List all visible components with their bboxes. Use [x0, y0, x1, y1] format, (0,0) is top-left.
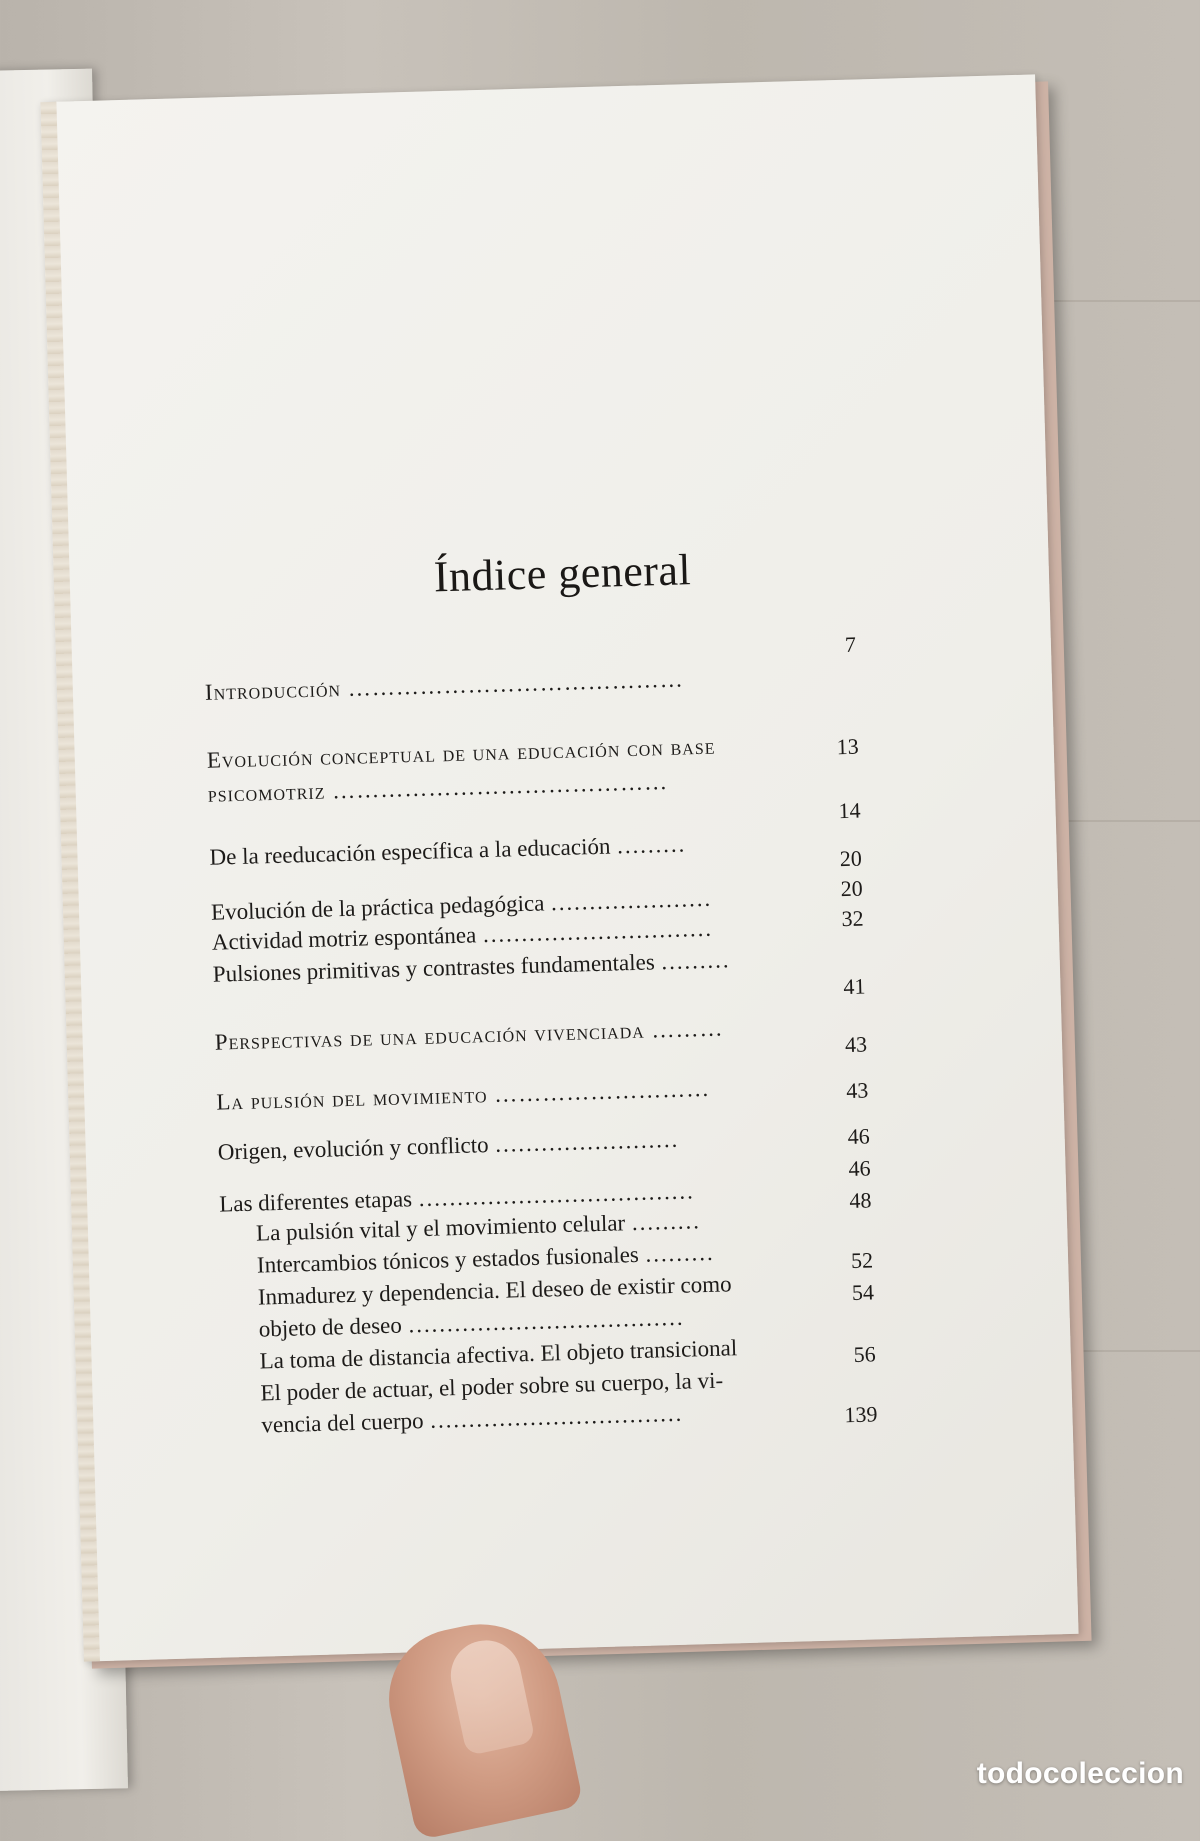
toc-page-number: 54 — [851, 1279, 875, 1305]
toc-entry: objeto de deseo ……………………………… — [258, 1304, 684, 1342]
toc-page-number: 43 — [845, 1077, 869, 1104]
toc-page-number: 46 — [848, 1155, 871, 1182]
toc-entry: La pulsión vital y el movimiento celular ……… — [255, 1208, 701, 1246]
toc-entry: Las diferentes etapas ……………………………… — [218, 1178, 695, 1217]
toc-entry: Inmadurez y dependencia. El deseo de existir como — [257, 1271, 732, 1310]
toc-entry: La pulsión del movimiento ……………………… — [216, 1075, 711, 1115]
toc-page-number: 20 — [840, 875, 864, 902]
page-title: Índice general — [433, 545, 692, 602]
toc-page-number: 13 — [836, 733, 860, 760]
toc-page-number: 14 — [838, 797, 861, 824]
toc-page-number: 32 — [841, 905, 864, 932]
toc-entry: Pulsiones primitivas y contrastes fundamentales ……… — [212, 947, 730, 987]
toc-entry: vencia del cuerpo …………………………… — [261, 1400, 683, 1438]
toc-content — [100, 75, 1043, 1660]
book-page — [40, 74, 1078, 1661]
toc-page-number: 48 — [849, 1187, 872, 1214]
toc-entry: Intercambios tónicos y estados fusionales ……… — [256, 1239, 714, 1278]
toc-page-number: 41 — [843, 973, 866, 1000]
toc-entry: Evolución de la práctica pedagógica ………………… — [210, 885, 712, 925]
toc-page-number: 43 — [844, 1031, 868, 1058]
toc-page-number: 7 — [844, 631, 857, 657]
toc-entry: Origen, evolución y conflicto …………………… — [217, 1126, 679, 1165]
toc-page-number: 46 — [847, 1123, 870, 1150]
toc-entry: Actividad motriz espontánea ………………………… — [211, 915, 713, 955]
toc-entry: psicomotriz …………………………………… — [207, 768, 669, 807]
toc-entry: De la reeducación específica a la educación ……… — [209, 831, 686, 870]
page-folio: 139 — [844, 1401, 878, 1428]
toc-entry: Perspectivas de una educación vivenciada ……… — [214, 1015, 724, 1055]
toc-entry: Introducción …………………………………… — [204, 666, 684, 705]
toc-entry: El poder de actuar, el poder sobre su cuerpo, la vi- — [260, 1367, 724, 1406]
toc-page-number: 20 — [839, 845, 863, 872]
toc-entry: Evolución conceptual de una educación con base — [206, 733, 716, 773]
toc-entry: La toma de distancia afectiva. El objeto transicional — [259, 1335, 738, 1374]
watermark-logo: todocoleccion — [976, 1757, 1184, 1790]
toc-page-number: 56 — [853, 1341, 877, 1367]
toc-page-number: 52 — [850, 1247, 874, 1274]
